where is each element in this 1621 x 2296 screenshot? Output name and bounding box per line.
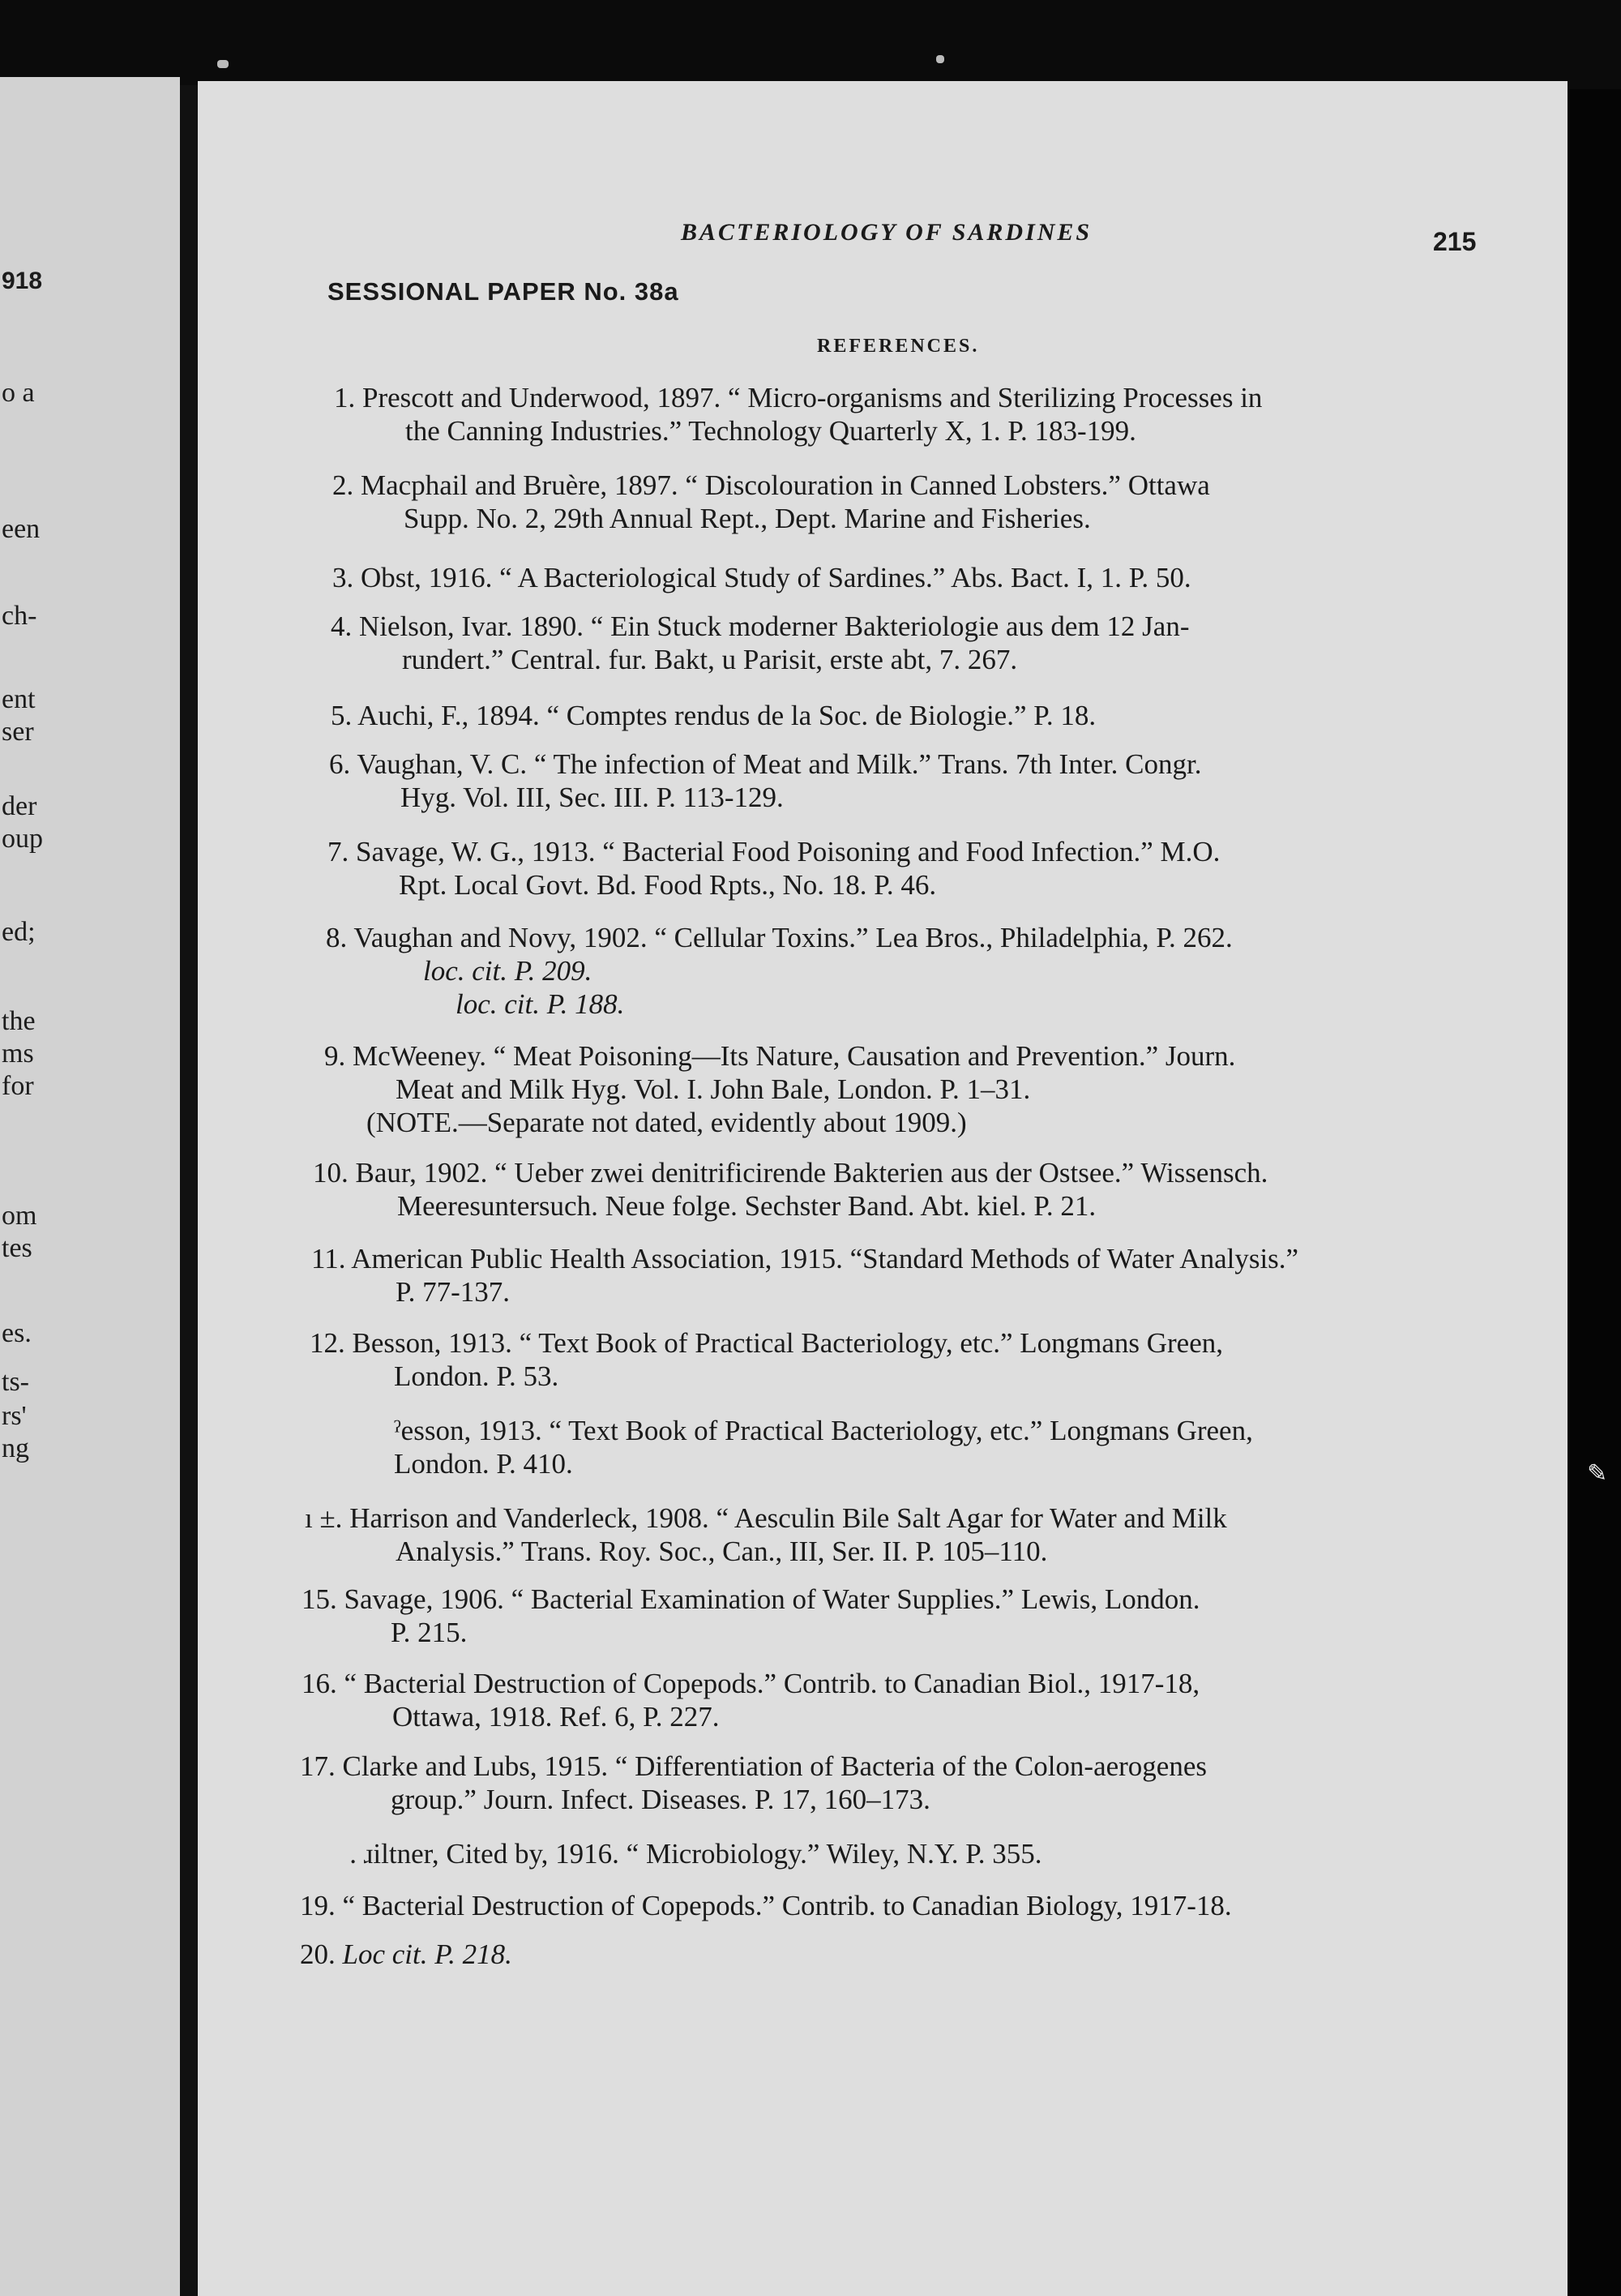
sessional-paper-label: SESSIONAL PAPER No. 38a — [327, 277, 679, 306]
reference-text: the Canning Industries.” Technology Quarterly X, 1. P. 183-199. — [405, 415, 1136, 447]
reference-text: rundert.” Central. fur. Bakt, u Parisit, erste abt, 7. 267. — [402, 644, 1018, 675]
fragment-text: ch- — [2, 601, 37, 631]
scan-speck — [217, 60, 229, 68]
reference-text: Besson, 1913. “ Text Book of Practical Bacteriology, etc.” Longmans Green, — [352, 1327, 1223, 1359]
reference-text: group.” Journ. Infect. Diseases. P. 17, 160–173. — [391, 1784, 930, 1815]
reference-text: Auchi, F., 1894. “ Comptes rendus de la Soc. de Biologie.” P. 18. — [357, 700, 1097, 731]
reference-number: 19. — [300, 1890, 336, 1921]
reference-text: Ottawa, 1918. Ref. 6, P. 227. — [392, 1701, 720, 1733]
fragment-text: the — [2, 1006, 36, 1036]
reference-entry — [300, 1837, 1042, 1870]
reference-entry — [329, 747, 1202, 814]
fragment-text: rs' — [2, 1401, 27, 1431]
fragment-text: ng — [2, 1433, 29, 1463]
page-number: 215 — [1433, 227, 1477, 256]
reference-entry — [332, 469, 1210, 535]
reference-text: Obst, 1916. “ A Bacteriological Study of Sardines.” Abs. Bact. I, 1. P. 50. — [361, 562, 1191, 593]
reference-entry — [326, 921, 1233, 1021]
fragment-text: tes — [2, 1233, 32, 1263]
reference-entry — [327, 835, 1220, 902]
reference-entry — [300, 1938, 512, 1971]
margin-mark-icon: ✎ — [1587, 1459, 1608, 1488]
reference-text: P. 215. — [391, 1617, 468, 1648]
fragment-text: for — [2, 1071, 34, 1101]
reference-text: Savage, W. G., 1913. “ Bacterial Food Poisoning and Food Infection.” M.O. — [356, 836, 1221, 867]
reference-text: “ Bacterial Destruction of Copepods.” Contrib. to Canadian Biol., 1917-18, — [344, 1668, 1200, 1699]
fragment-text: 918 — [2, 268, 43, 294]
reference-entry — [310, 1326, 1223, 1393]
fragment-text: der — [2, 791, 37, 821]
reference-number: 11. — [311, 1243, 346, 1274]
facing-page-fragment — [0, 77, 180, 2296]
reference-number: 16. — [302, 1668, 337, 1699]
reference-number: 12. — [310, 1327, 345, 1359]
reference-text: Meeresuntersuch. Neue folge. Sechster Band. Abt. kiel. P. 21. — [397, 1190, 1097, 1222]
reference-number: 17. — [300, 1750, 336, 1782]
reference-text: ˀesson, 1913. “ Text Book of Practical Bacteriology, etc.” Longmans Green, — [394, 1415, 1253, 1446]
fragment-text: ser — [2, 717, 34, 747]
scan-speck — [936, 55, 944, 63]
reference-entry — [310, 1414, 1253, 1480]
reference-number: 6. — [329, 748, 351, 780]
reference-text: American Public Health Association, 1915. “Standard Methods of Water Analysis.” — [351, 1243, 1299, 1274]
reference-number: 5. — [331, 700, 353, 731]
reference-text: ɹiltner, Cited by, 1916. “ Microbiology.” Wiley, N.Y. P. 355. — [363, 1838, 1042, 1870]
reference-text: London. P. 53. — [394, 1360, 559, 1392]
reference-number: 1. — [334, 382, 356, 413]
fragment-text: ent — [2, 684, 36, 714]
running-title: BACTERIOLOGY OF SARDINES — [681, 219, 1093, 246]
reference-entry — [331, 699, 1096, 732]
reference-entry — [302, 1667, 1200, 1733]
reference-number: 9. — [324, 1040, 346, 1072]
reference-number: 4. — [331, 610, 353, 642]
reference-entry — [311, 1242, 1298, 1309]
reference-entry — [313, 1156, 1268, 1223]
reference-entry — [334, 381, 1262, 448]
page-edge-shadow — [1568, 89, 1621, 2296]
reference-text: Macphail and Bruère, 1897. “ Discolouration in Canned Lobsters.” Ottawa — [361, 469, 1210, 501]
reference-text: Hyg. Vol. III, Sec. III. P. 113-129. — [400, 782, 784, 813]
reference-text: Supp. No. 2, 29th Annual Rept., Dept. Marine and Fisheries. — [404, 503, 1091, 534]
book-spine-shadow — [180, 85, 198, 2296]
reference-text: loc. cit. P. 209. — [423, 955, 592, 987]
reference-number: 10. — [313, 1157, 349, 1189]
reference-entry — [324, 1039, 1235, 1139]
reference-number: 2. — [332, 469, 354, 501]
reference-number: . — [349, 1838, 357, 1870]
reference-text: Harrison and Vanderleck, 1908. “ Aesculin Bile Salt Agar for Water and Milk — [349, 1502, 1227, 1534]
reference-text: Savage, 1906. “ Bacterial Examination of Water Supplies.” Lewis, London. — [344, 1583, 1200, 1615]
reference-text: London. P. 410. — [394, 1448, 573, 1480]
reference-number: ı ±. — [305, 1502, 343, 1534]
reference-note: (NOTE.—Separate not dated, evidently about 1909.) — [366, 1107, 967, 1138]
reference-text: McWeeney. “ Meat Poisoning—Its Nature, Causation and Prevention.” Journ. — [353, 1040, 1236, 1072]
reference-text: Nielson, Ivar. 1890. “ Ein Stuck moderner Bakteriologie aus dem 12 Jan- — [359, 610, 1190, 642]
reference-entry — [302, 1583, 1200, 1649]
fragment-text: ms — [2, 1039, 34, 1069]
reference-text: “ Bacterial Destruction of Copepods.” Contrib. to Canadian Biology, 1917-18. — [342, 1890, 1232, 1921]
reference-text: Vaughan and Novy, 1902. “ Cellular Toxins.” Lea Bros., Philadelphia, P. 262. — [353, 922, 1233, 953]
reference-text: Prescott and Underwood, 1897. “ Micro-organisms and Sterilizing Processes in — [362, 382, 1263, 413]
reference-text: Analysis.” Trans. Roy. Soc., Can., III, Ser. II. P. 105–110. — [396, 1536, 1048, 1567]
reference-number: 3. — [332, 562, 354, 593]
reference-text: Rpt. Local Govt. Bd. Food Rpts., No. 18. P. 46. — [399, 869, 937, 901]
references-heading: REFERENCES. — [817, 336, 980, 357]
reference-entry — [300, 1750, 1207, 1816]
reference-entry — [300, 1889, 1232, 1922]
reference-number: 20. — [300, 1938, 336, 1970]
reference-text: loc. cit. P. 188. — [456, 988, 625, 1020]
reference-text: Baur, 1902. “ Ueber zwei denitrificirende Bakterien aus der Ostsee.” Wissensch. — [355, 1157, 1268, 1189]
fragment-text: oup — [2, 824, 43, 854]
reference-text: Meat and Milk Hyg. Vol. I. John Bale, London. P. 1–31. — [396, 1073, 1031, 1105]
reference-text: Vaughan, V. C. “ The infection of Meat and Milk.” Trans. 7th Inter. Congr. — [357, 748, 1202, 780]
reference-number: 7. — [327, 836, 349, 867]
reference-entry — [332, 561, 1191, 594]
reference-number: 15. — [302, 1583, 337, 1615]
reference-text: Clarke and Lubs, 1915. “ Differentiation of Bacteria of the Colon-aerogenes — [342, 1750, 1207, 1782]
fragment-text: o a — [2, 378, 35, 408]
fragment-text: ts- — [2, 1367, 29, 1397]
reference-entry — [305, 1501, 1227, 1568]
reference-text: Loc cit. P. 218. — [342, 1938, 512, 1970]
fragment-text: om — [2, 1201, 37, 1231]
reference-text: P. 77-137. — [396, 1276, 510, 1308]
fragment-text: es. — [2, 1318, 32, 1348]
reference-entry — [331, 610, 1190, 676]
fragment-text: ed; — [2, 917, 36, 947]
fragment-text: een — [2, 514, 41, 544]
reference-number: 8. — [326, 922, 348, 953]
